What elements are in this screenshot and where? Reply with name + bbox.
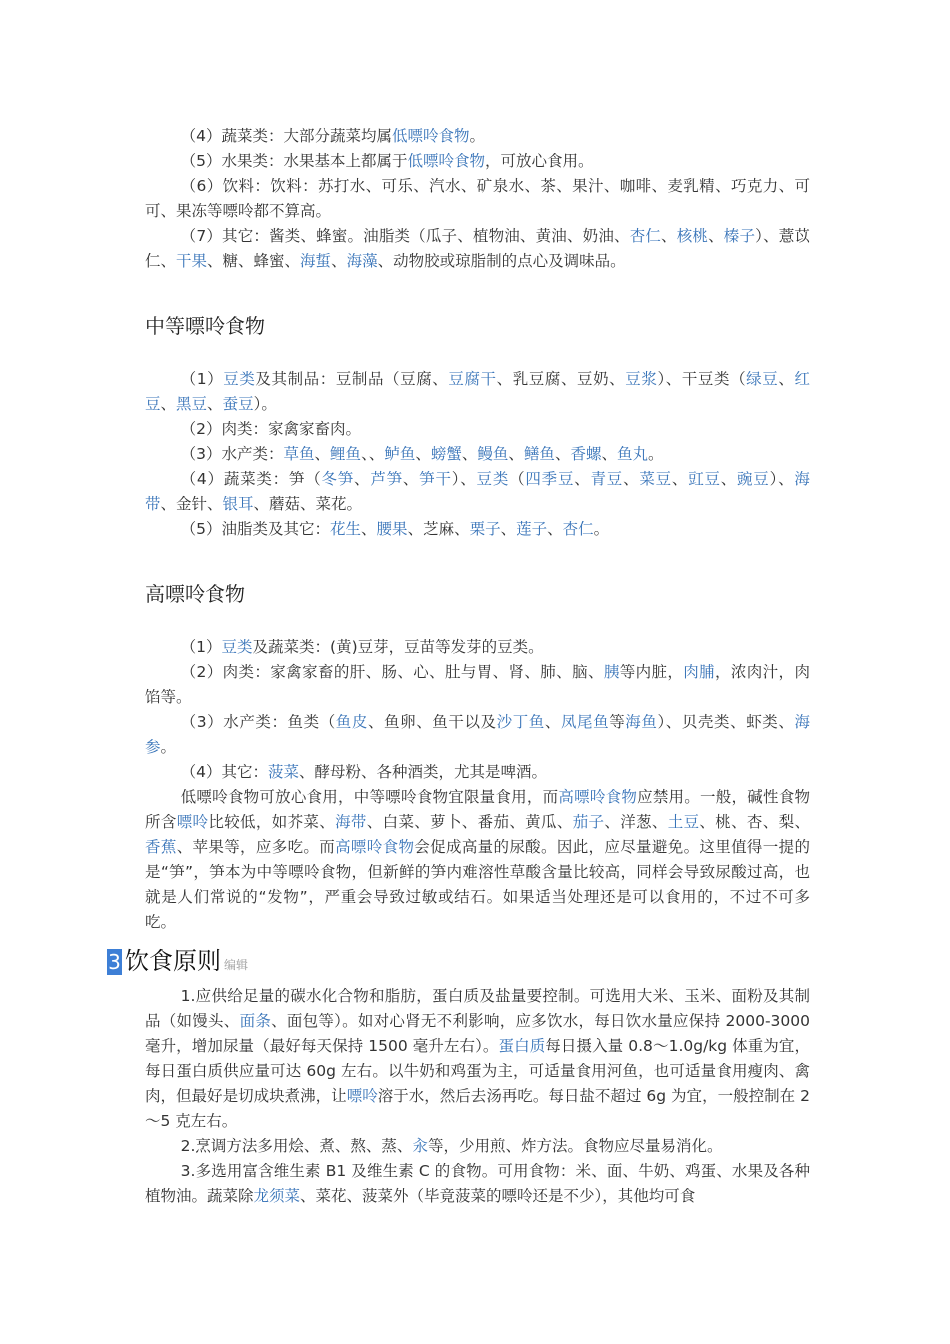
text-segment: （3）水产类： [180, 445, 284, 463]
text-segment: 、 [661, 227, 677, 245]
text-segment: 应禁用。一般，碱性食物所含 [145, 788, 810, 831]
term-link[interactable]: 杏仁 [562, 520, 594, 538]
term-link[interactable]: 汆 [412, 1137, 428, 1155]
term-link[interactable]: 杏仁 [629, 227, 662, 245]
term-link[interactable]: 香螺 [570, 445, 602, 463]
term-link[interactable]: 香蕉 [145, 838, 177, 856]
text-segment: 、 [601, 445, 617, 463]
text-segment: 、 [500, 520, 517, 538]
term-link[interactable]: 鱼丸 [616, 445, 648, 463]
text-segment: 。 [469, 127, 486, 145]
high-purine-p1 [145, 635, 810, 660]
text-segment: 。 [648, 445, 664, 463]
section-number-badge: 3 [108, 950, 121, 974]
term-link[interactable]: 豇豆 [688, 470, 721, 488]
term-link[interactable]: 榛子 [723, 227, 756, 245]
text-segment: 、 [361, 520, 377, 538]
text-segment: 、 [331, 252, 347, 270]
low-purine-p7 [145, 224, 810, 274]
term-link[interactable]: 芦笋 [370, 470, 403, 488]
term-link[interactable]: 冬笋 [321, 470, 355, 488]
term-link[interactable]: 鱼皮 [335, 713, 368, 731]
text-segment: 、动物胶或琼脂制的点心及调味品。 [377, 252, 626, 270]
term-link[interactable]: 龙须菜 [253, 1187, 301, 1205]
term-link[interactable]: 干果 [176, 252, 208, 270]
medium-purine-p5 [145, 517, 810, 542]
text-segment: （5）水果类：水果基本上都属于 [180, 152, 408, 170]
term-link[interactable]: 豆类 [221, 638, 253, 656]
text-segment: 会促成高量的尿酸。因此，应尽量避免。这里值得一提的是“笋”，笋本为中等嘌呤食物，但新鲜的笋内难溶性草酸含量比较高，同样会导致尿酸过高，也就是人们常说的“发物”，严重会导致过敏或结石。如果适当处理还是可以食用的，不过不可多吃。 [145, 838, 810, 931]
text-segment: 、 [720, 470, 738, 488]
text-segment: 、 [778, 370, 795, 388]
text-segment: 、菜花、菠菜外（毕竟菠菜的嘌呤还是不少），其他均可食 [300, 1187, 696, 1205]
text-segment: 、白菜、萝卜、番茄、黄瓜、 [366, 813, 573, 831]
high-purine-heading: 高嘌呤食物 [145, 582, 245, 606]
term-link[interactable]: 四季豆 [525, 470, 575, 488]
text-segment: （4）其它： [180, 763, 269, 781]
term-link[interactable]: 菜豆 [639, 470, 672, 488]
term-link[interactable]: 豆类 [223, 370, 256, 388]
term-link[interactable]: 螃蟹 [430, 445, 462, 463]
term-link[interactable]: 海藻 [346, 252, 378, 270]
text-segment: 3.多选用富含维生素 B1 及维生素 C 的食物。可用食物：米、面、牛奶、鸡蛋、水果及各种植物油。蔬菜除 [145, 1162, 810, 1205]
text-segment: ）、干豆类（ [657, 370, 747, 388]
text-segment: 、苹果等，应多吃。而 [176, 838, 336, 856]
term-link[interactable]: 核桃 [676, 227, 709, 245]
term-link[interactable]: 豆浆 [625, 370, 658, 388]
term-link[interactable]: 银耳 [222, 495, 254, 513]
text-segment: 、桃、杏、梨、 [699, 813, 810, 831]
high-purine-p4 [145, 760, 810, 785]
text-segment: 、、 [361, 445, 385, 463]
text-segment: 、 [402, 470, 420, 488]
term-link[interactable]: 鳗鱼 [477, 445, 509, 463]
term-link[interactable]: 高嘌呤食物 [335, 838, 415, 856]
high-purine-p3 [145, 710, 810, 760]
text-segment: 、 [314, 445, 331, 463]
text-segment: （4）蔬菜类：笋（ [180, 470, 322, 488]
diet-principle-p2 [145, 1134, 810, 1159]
term-link[interactable]: 草鱼 [283, 445, 315, 463]
text-segment: 、金针、 [160, 495, 223, 513]
text-segment: 、 [354, 470, 371, 488]
edit-link[interactable]: 编辑 [224, 958, 249, 972]
text-segment: 、 [623, 470, 640, 488]
section-3-header [108, 941, 810, 976]
term-link[interactable]: 海蜇 [300, 252, 332, 270]
term-link[interactable]: 嘌呤 [176, 813, 209, 831]
text-segment: 。 [160, 738, 177, 756]
text-segment: 每日摄入量 0.8～1.0g/kg 体重为宜，每日蛋白质供应量可达 60g 左右。以牛奶和鸡蛋为主，可适量食用河鱼，也可适量食用瘦肉、禽肉，但最好是切成块煮沸，让 [145, 1037, 810, 1105]
term-link[interactable]: 茄子 [572, 813, 605, 831]
term-link[interactable]: 蛋白质 [498, 1037, 546, 1055]
term-link[interactable]: 高嘌呤食物 [558, 788, 638, 806]
term-link[interactable]: 鳝鱼 [523, 445, 555, 463]
text-segment: 、洋葱、 [604, 813, 668, 831]
text-segment: 、酵母粉、各种酒类，尤其是啤酒。 [299, 763, 548, 781]
text-segment: 、 [160, 395, 177, 413]
term-link[interactable]: 花生 [330, 520, 362, 538]
medium-purine-p1 [145, 367, 810, 417]
text-segment: 、 [671, 470, 689, 488]
term-link[interactable]: 沙丁鱼 [496, 713, 545, 731]
diet-principle-p3 [145, 1159, 810, 1209]
high-purine-summary [145, 785, 810, 935]
text-segment: （ [509, 470, 526, 488]
high-purine-p2 [145, 660, 810, 710]
text-segment: （2）肉类：家禽家畜的肝、肠、心、肚与胃、肾、肺、脑、 [180, 663, 604, 681]
text-segment: （7）其它：酱类、蜂蜜。油脂类（瓜子、植物油、黄油、奶油、 [180, 227, 630, 245]
text-segment: 、 [574, 470, 591, 488]
text-segment: 、 [554, 445, 571, 463]
text-segment: 、 [415, 445, 431, 463]
text-segment: 等内脏， [619, 663, 684, 681]
text-segment: 、 [508, 445, 524, 463]
low-purine-p5 [145, 149, 810, 174]
text-segment: 、面包等）。如对心肾无不利影响，应多饮水，每日饮水量应保持 2000-3000 毫升，增加尿量（最好每天保持 1500 毫升左右）。 [145, 1012, 810, 1055]
term-link[interactable]: 红豆 [145, 370, 810, 413]
text-segment: 及其制品：豆制品（豆腐、 [255, 370, 449, 388]
text-segment: 。 [593, 520, 610, 538]
term-link[interactable]: 栗子 [469, 520, 501, 538]
text-segment: 溶于水，然后去汤再吃。每日盐不超过 6g 为宜，一般控制在 2～5 克左右。 [145, 1087, 810, 1130]
text-segment: ）、 [769, 470, 795, 488]
text-segment: 及蔬菜类：(黄)豆芽，豆苗等发芽的豆类。 [252, 638, 544, 656]
term-link[interactable]: 青豆 [590, 470, 624, 488]
term-link[interactable]: 肉脯 [683, 663, 716, 681]
medium-purine-p4 [145, 467, 810, 517]
term-link[interactable]: 胰 [603, 663, 620, 681]
medium-purine-p3 [145, 442, 810, 467]
term-link[interactable]: 黑豆 [176, 395, 208, 413]
term-link[interactable]: 腰果 [376, 520, 408, 538]
term-link[interactable]: 豆类 [476, 470, 510, 488]
term-link[interactable]: 莲子 [516, 520, 548, 538]
text-segment: 等，少用煎、炸方法。食物应尽量易消化。 [427, 1137, 723, 1155]
text-segment: 、 [708, 227, 724, 245]
term-link[interactable]: 海参 [145, 713, 810, 756]
text-segment: 比较低，如芥菜、 [208, 813, 336, 831]
text-segment: 、 [461, 445, 478, 463]
term-link[interactable]: 面条 [239, 1012, 272, 1030]
document-page [108, 124, 810, 1209]
text-segment: 低嘌呤食物可放心食用，中等嘌呤食物宜限量食用，而 [180, 788, 559, 806]
term-link[interactable]: 蚕豆 [222, 395, 254, 413]
text-segment: ，可放心食用。 [485, 152, 594, 170]
text-segment: 、蘑菇、菜花。 [253, 495, 363, 513]
term-link[interactable]: 土豆 [667, 813, 700, 831]
text-segment: ）、 [451, 470, 477, 488]
term-link[interactable]: 海带 [335, 813, 367, 831]
text-segment: ）。 [253, 395, 277, 413]
text-segment: 、芝麻、 [407, 520, 470, 538]
text-segment: 、 [547, 520, 563, 538]
text-segment: （4）蔬菜类：大部分蔬菜均属 [180, 127, 393, 145]
text-segment: 、乳豆腐、豆奶、 [496, 370, 626, 388]
term-link[interactable]: 海带 [145, 470, 810, 513]
term-link[interactable]: 低嘌呤食物 [392, 127, 470, 145]
term-link[interactable]: 鲤鱼 [330, 445, 362, 463]
text-segment: 等 [609, 713, 626, 731]
low-purine-p4 [145, 124, 810, 149]
term-link[interactable]: 豆腐干 [448, 370, 497, 388]
text-segment: ）、薏苡仁、 [145, 227, 810, 270]
text-segment: 1.应供给足量的碳水化合物和脂肪，蛋白质及盐量要控制。可选用大米、玉米、面粉及其制品（如馒头、 [145, 987, 810, 1030]
text-segment: （3）水产类：鱼类（ [180, 713, 336, 731]
term-link[interactable]: 豌豆 [737, 470, 770, 488]
text-segment: ）、贝壳类、虾类、 [657, 713, 795, 731]
term-link[interactable]: 菠菜 [268, 763, 300, 781]
section-title: 饮食原则 [125, 947, 221, 975]
text-segment: 、 [544, 713, 561, 731]
term-link[interactable]: 嘌呤 [346, 1087, 378, 1105]
term-link[interactable]: 低嘌呤食物 [407, 152, 486, 170]
text-segment: ，浓肉汁，肉馅等。 [145, 663, 810, 706]
text-segment: 、糖、蜂蜜、 [207, 252, 301, 270]
text-segment: （5）油脂类及其它： [180, 520, 331, 538]
text-segment: （1） [180, 638, 222, 656]
term-link[interactable]: 笋干 [419, 470, 452, 488]
low-purine-p6: （6）饮料：饮料：苏打水、可乐、汽水、矿泉水、茶、果汁、咖啡、麦乳精、巧克力、可可、果冻等嘌呤都不算高。 [145, 177, 810, 220]
term-link[interactable]: 海鱼 [625, 713, 658, 731]
text-segment: （1） [180, 370, 224, 388]
term-link[interactable]: 鲈鱼 [384, 445, 416, 463]
text-segment: 、 [207, 395, 223, 413]
text-segment: 2.烹调方法多用烩、煮、熬、蒸、 [180, 1137, 413, 1155]
term-link[interactable]: 凤尾鱼 [560, 713, 610, 731]
term-link[interactable]: 绿豆 [746, 370, 779, 388]
medium-purine-heading: 中等嘌呤食物 [145, 314, 265, 338]
text-segment: 、鱼卵、鱼干以及 [367, 713, 497, 731]
medium-purine-p2: （2）肉类：家禽家畜肉。 [180, 420, 362, 438]
diet-principle-p1 [145, 984, 810, 1134]
